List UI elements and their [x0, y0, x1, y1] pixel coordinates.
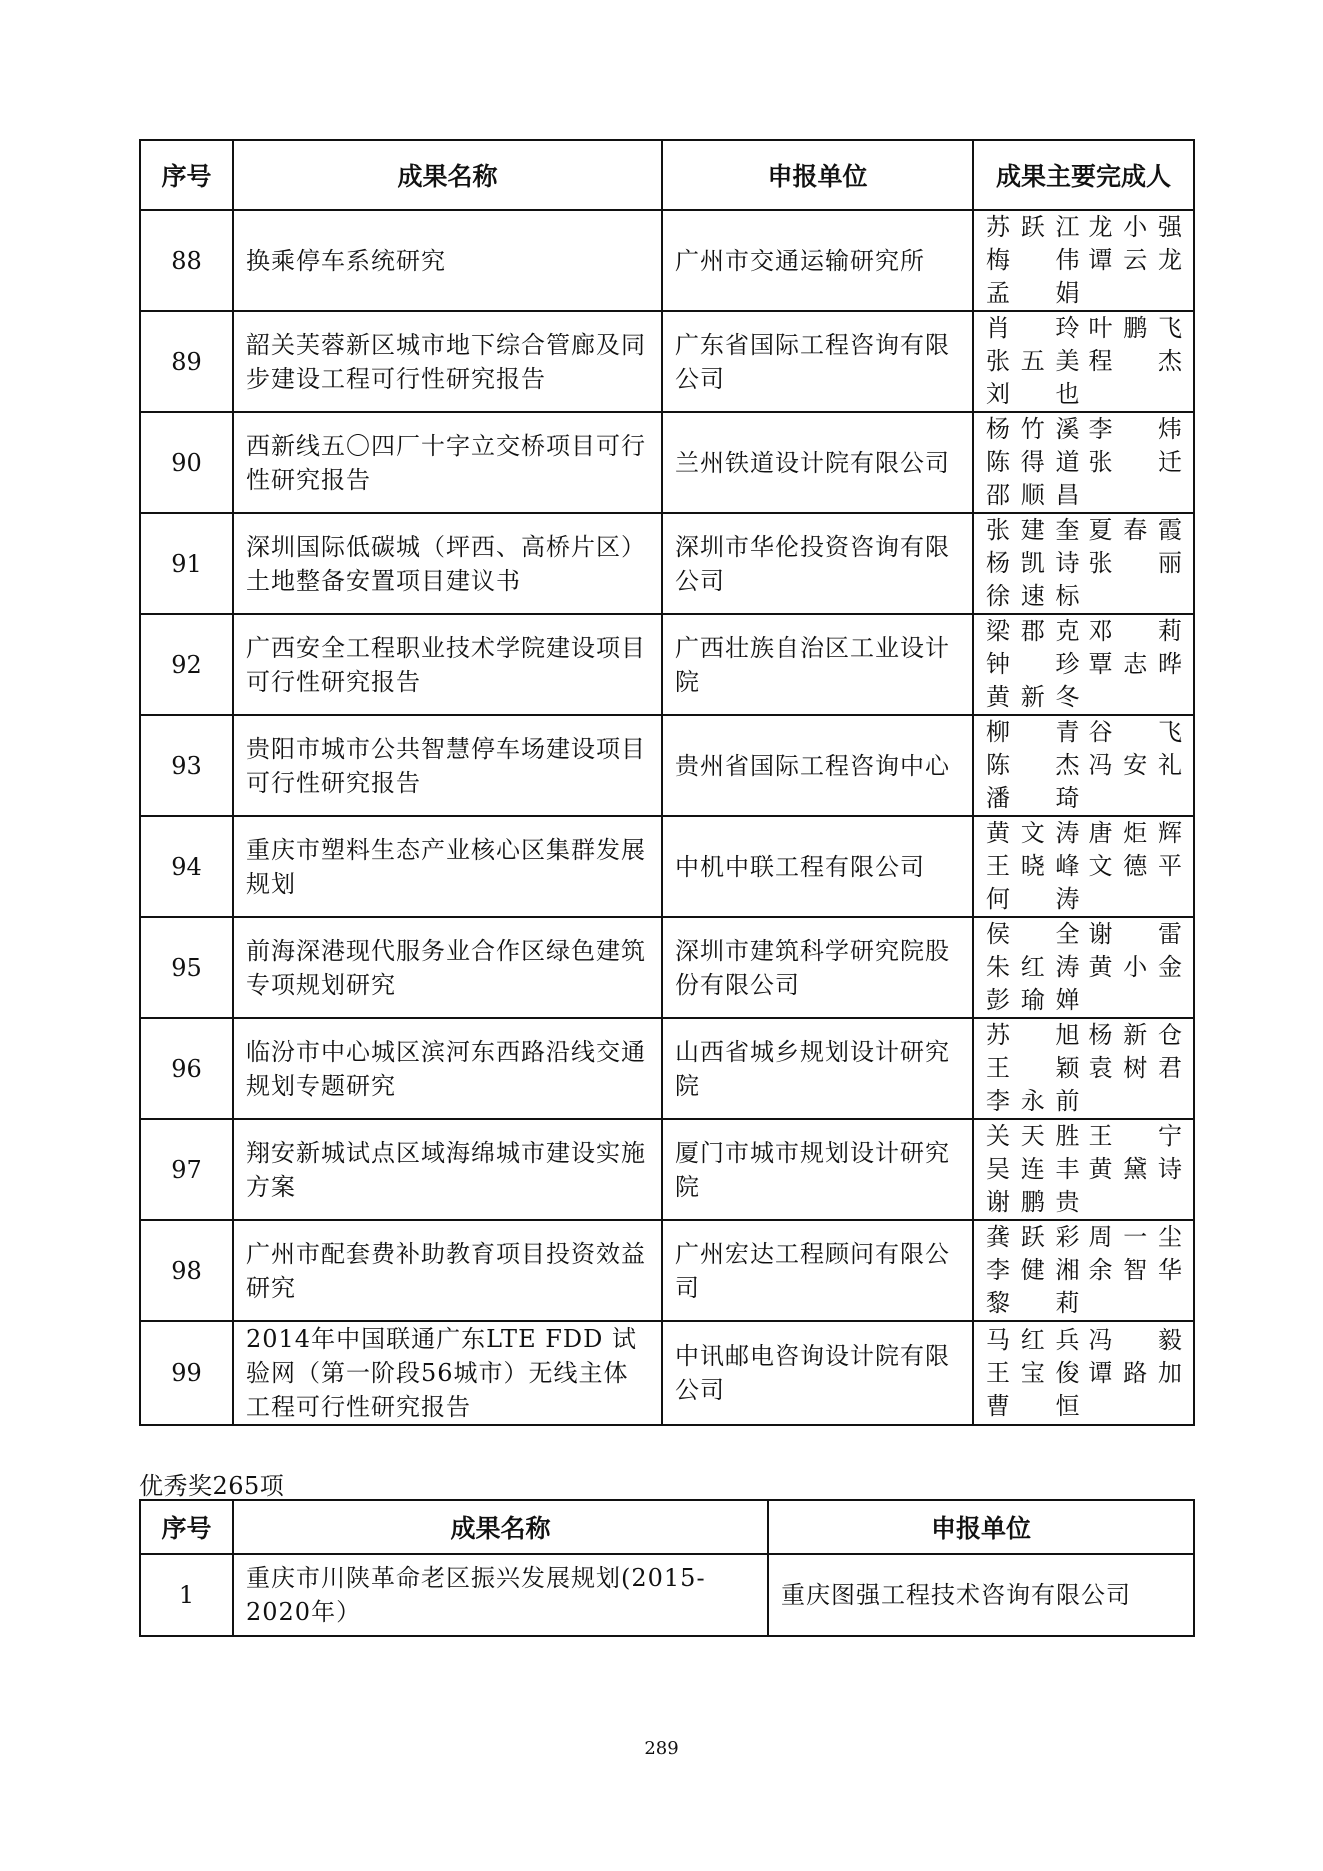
header-result-name: 成果名称 [233, 1500, 768, 1554]
contributor-line [986, 984, 1183, 1017]
main-contributors [973, 614, 1194, 715]
result-name: 重庆市川陕革命老区振兴发展规划(2015-2020年） [233, 1554, 768, 1636]
contributor-line [986, 345, 1183, 378]
reporting-unit: 重庆图强工程技术咨询有限公司 [768, 1554, 1194, 1636]
main-contributors [973, 816, 1194, 917]
contributor-name: 覃志晔 [1088, 650, 1183, 678]
contributor-name: 袁树君 [1088, 1054, 1183, 1082]
row-number: 95 [140, 917, 233, 1018]
header-unit: 申报单位 [768, 1500, 1194, 1554]
table-row [140, 1554, 1194, 1636]
header-result-name: 成果名称 [233, 140, 662, 210]
contributor-name: 冯安礼 [1088, 751, 1183, 779]
contributor-name: 梁郡克 [986, 617, 1081, 645]
contributor-line [986, 1221, 1183, 1254]
page-number: 289 [644, 1738, 679, 1759]
table-row [140, 1321, 1194, 1425]
contributor-line [986, 378, 1183, 411]
header-people: 成果主要完成人 [973, 140, 1194, 210]
contributor-line [986, 211, 1183, 244]
contributor-line [986, 446, 1183, 479]
row-number: 96 [140, 1018, 233, 1119]
contributor-name: 黄文涛 [986, 819, 1081, 847]
contributor-name: 黄新冬 [986, 683, 1081, 711]
reporting-unit: 中机中联工程有限公司 [662, 816, 973, 917]
row-number: 99 [140, 1321, 233, 1425]
contributor-name: 杨凯诗 [986, 549, 1081, 577]
table-row [140, 917, 1194, 1018]
result-name: 贵阳市城市公共智慧停车场建设项目可行性研究报告 [233, 715, 662, 816]
contributor-line [986, 1052, 1183, 1085]
contributor-name: 陈 杰 [986, 751, 1081, 779]
main-contributors [973, 715, 1194, 816]
result-name: 临汾市中心城区滨河东西路沿线交通规划专题研究 [233, 1018, 662, 1119]
row-number: 1 [140, 1554, 233, 1636]
table-row [140, 715, 1194, 816]
table-header-row [140, 140, 1194, 210]
contributor-line [986, 648, 1183, 681]
contributor-name: 黎 莉 [986, 1289, 1081, 1317]
contributor-name: 龚跃彩 [986, 1223, 1081, 1251]
reporting-unit: 广东省国际工程咨询有限公司 [662, 311, 973, 412]
excellence-awards-table [139, 1499, 1195, 1637]
contributor-name: 李永前 [986, 1087, 1081, 1115]
contributor-name: 朱红涛 [986, 953, 1081, 981]
contributor-line [986, 312, 1183, 345]
contributor-name: 马红兵 [986, 1325, 1081, 1354]
main-contributors [973, 210, 1194, 311]
contributor-line [986, 277, 1183, 310]
contributor-name: 黄小金 [1088, 953, 1183, 981]
row-number: 97 [140, 1119, 233, 1220]
contributor-name: 钟 珍 [986, 650, 1081, 678]
reporting-unit: 深圳市建筑科学研究院股份有限公司 [662, 917, 973, 1018]
contributor-line [986, 514, 1183, 547]
contributor-line [986, 850, 1183, 883]
contributor-name: 张建奎 [986, 516, 1081, 544]
contributor-name: 杨竹溪 [986, 415, 1081, 443]
contributor-line [986, 749, 1183, 782]
contributor-name: 龙小强 [1088, 213, 1183, 241]
header-number: 序号 [140, 1500, 233, 1554]
contributor-name: 关天胜 [986, 1122, 1081, 1150]
row-number: 91 [140, 513, 233, 614]
contributor-name: 王宝俊 [986, 1358, 1081, 1387]
contributor-line [986, 1254, 1183, 1287]
contributor-name: 文德平 [1088, 852, 1183, 880]
main-contributors [973, 1321, 1194, 1425]
contributor-name: 潘 琦 [986, 784, 1081, 812]
table-row [140, 816, 1194, 917]
contributor-line [986, 479, 1183, 512]
result-name: 广西安全工程职业技术学院建设项目可行性研究报告 [233, 614, 662, 715]
table-row [140, 1018, 1194, 1119]
result-name: 西新线五〇四厂十字立交桥项目可行性研究报告 [233, 412, 662, 513]
contributor-name: 侯 全 [986, 920, 1081, 948]
reporting-unit: 广州市交通运输研究所 [662, 210, 973, 311]
contributor-line [986, 244, 1183, 277]
main-contributors [973, 917, 1194, 1018]
reporting-unit: 深圳市华伦投资咨询有限公司 [662, 513, 973, 614]
contributor-name: 叶鹏飞 [1088, 314, 1183, 342]
reporting-unit: 厦门市城市规划设计研究院 [662, 1119, 973, 1220]
row-number: 93 [140, 715, 233, 816]
contributor-name: 肖 玲 [986, 314, 1081, 342]
contributor-name: 柳 青 [986, 718, 1081, 746]
result-name: 韶关芙蓉新区城市地下综合管廊及同步建设工程可行性研究报告 [233, 311, 662, 412]
contributor-line [986, 1357, 1183, 1390]
contributor-name: 余智华 [1088, 1256, 1183, 1284]
contributor-name: 刘 也 [986, 380, 1081, 408]
main-contributors [973, 1018, 1194, 1119]
table-row [140, 412, 1194, 513]
contributor-name: 彭瑜婵 [986, 986, 1081, 1014]
result-name: 翔安新城试点区域海绵城市建设实施方案 [233, 1119, 662, 1220]
table-row [140, 1119, 1194, 1220]
contributor-line [986, 817, 1183, 850]
contributor-line [986, 1186, 1183, 1219]
contributor-name: 曹 恒 [986, 1391, 1081, 1420]
contributor-name: 冯 毅 [1088, 1325, 1183, 1354]
contributor-name: 谭云龙 [1088, 246, 1183, 274]
result-name: 深圳国际低碳城（坪西、高桥片区）土地整备安置项目建议书 [233, 513, 662, 614]
table-row [140, 1220, 1194, 1321]
contributor-name: 孟 娟 [986, 279, 1081, 307]
contributor-line [986, 716, 1183, 749]
contributor-line [986, 1153, 1183, 1186]
result-name: 广州市配套费补助教育项目投资效益研究 [233, 1220, 662, 1321]
contributor-line [986, 413, 1183, 446]
contributor-line [986, 580, 1183, 613]
result-name: 前海深港现代服务业合作区绿色建筑专项规划研究 [233, 917, 662, 1018]
header-unit: 申报单位 [662, 140, 973, 210]
row-number: 88 [140, 210, 233, 311]
contributor-line [986, 547, 1183, 580]
table-header-row [140, 1500, 1194, 1554]
reporting-unit: 贵州省国际工程咨询中心 [662, 715, 973, 816]
main-contributors [973, 1119, 1194, 1220]
contributor-line [986, 782, 1183, 815]
row-number: 89 [140, 311, 233, 412]
reporting-unit: 中讯邮电咨询设计院有限公司 [662, 1321, 973, 1425]
result-name: 2014年中国联通广东LTE FDD 试验网（第一阶段56城市）无线主体工程可行性研究报告 [233, 1321, 662, 1425]
contributor-line [986, 1019, 1183, 1052]
reporting-unit: 广西壮族自治区工业设计院 [662, 614, 973, 715]
contributor-line [986, 1085, 1183, 1118]
row-number: 98 [140, 1220, 233, 1321]
contributor-name: 李 炜 [1088, 415, 1183, 443]
contributor-name: 苏 旭 [986, 1021, 1081, 1049]
contributor-name: 王晓峰 [986, 852, 1081, 880]
contributor-name: 王 颖 [986, 1054, 1081, 1082]
contributor-line [986, 1287, 1183, 1320]
contributor-name: 张 丽 [1088, 549, 1183, 577]
contributor-line [986, 1390, 1183, 1423]
contributor-line [986, 615, 1183, 648]
contributor-name: 何 涛 [986, 885, 1081, 913]
contributor-name: 陈得道 [986, 448, 1081, 476]
table-row [140, 311, 1194, 412]
contributor-name: 杨新仓 [1088, 1021, 1183, 1049]
contributor-name: 邵顺昌 [986, 481, 1081, 509]
row-number: 92 [140, 614, 233, 715]
contributor-line [986, 883, 1183, 916]
result-name: 重庆市塑料生态产业核心区集群发展规划 [233, 816, 662, 917]
contributor-line [986, 918, 1183, 951]
contributor-line [986, 1324, 1183, 1357]
contributor-name: 张五美 [986, 347, 1081, 375]
main-contributors [973, 1220, 1194, 1321]
reporting-unit: 山西省城乡规划设计研究院 [662, 1018, 973, 1119]
reporting-unit: 兰州铁道设计院有限公司 [662, 412, 973, 513]
contributor-name: 李健湘 [986, 1256, 1081, 1284]
table-row [140, 513, 1194, 614]
section-title: 优秀奖265项 [139, 1472, 285, 1500]
row-number: 94 [140, 816, 233, 917]
contributor-name: 王 宁 [1088, 1122, 1183, 1150]
contributor-name: 唐炬辉 [1088, 819, 1183, 847]
contributor-name: 夏春霞 [1088, 516, 1183, 544]
row-number: 90 [140, 412, 233, 513]
result-name: 换乘停车系统研究 [233, 210, 662, 311]
contributor-name: 程 杰 [1088, 347, 1183, 375]
contributor-name: 谢 雷 [1088, 920, 1183, 948]
contributor-line [986, 1120, 1183, 1153]
awards-table [139, 139, 1195, 1426]
reporting-unit: 广州宏达工程顾问有限公司 [662, 1220, 973, 1321]
contributor-name: 邓 莉 [1088, 617, 1183, 645]
table-row [140, 614, 1194, 715]
main-contributors [973, 412, 1194, 513]
contributor-name: 周一尘 [1088, 1223, 1183, 1251]
contributor-name: 黄黛诗 [1088, 1155, 1183, 1183]
contributor-name: 谢鹏贵 [986, 1188, 1081, 1216]
contributor-line [986, 681, 1183, 714]
contributor-name: 张 迁 [1088, 448, 1183, 476]
table-row [140, 210, 1194, 311]
contributor-line [986, 951, 1183, 984]
contributor-name: 梅 伟 [986, 246, 1081, 274]
contributor-name: 谭路加 [1088, 1358, 1183, 1387]
main-contributors [973, 513, 1194, 614]
contributor-name: 苏跃江 [986, 213, 1081, 241]
header-number: 序号 [140, 140, 233, 210]
contributor-name: 谷 飞 [1088, 718, 1183, 746]
main-contributors [973, 311, 1194, 412]
contributor-name: 吴连丰 [986, 1155, 1081, 1183]
contributor-name: 徐速标 [986, 582, 1081, 610]
